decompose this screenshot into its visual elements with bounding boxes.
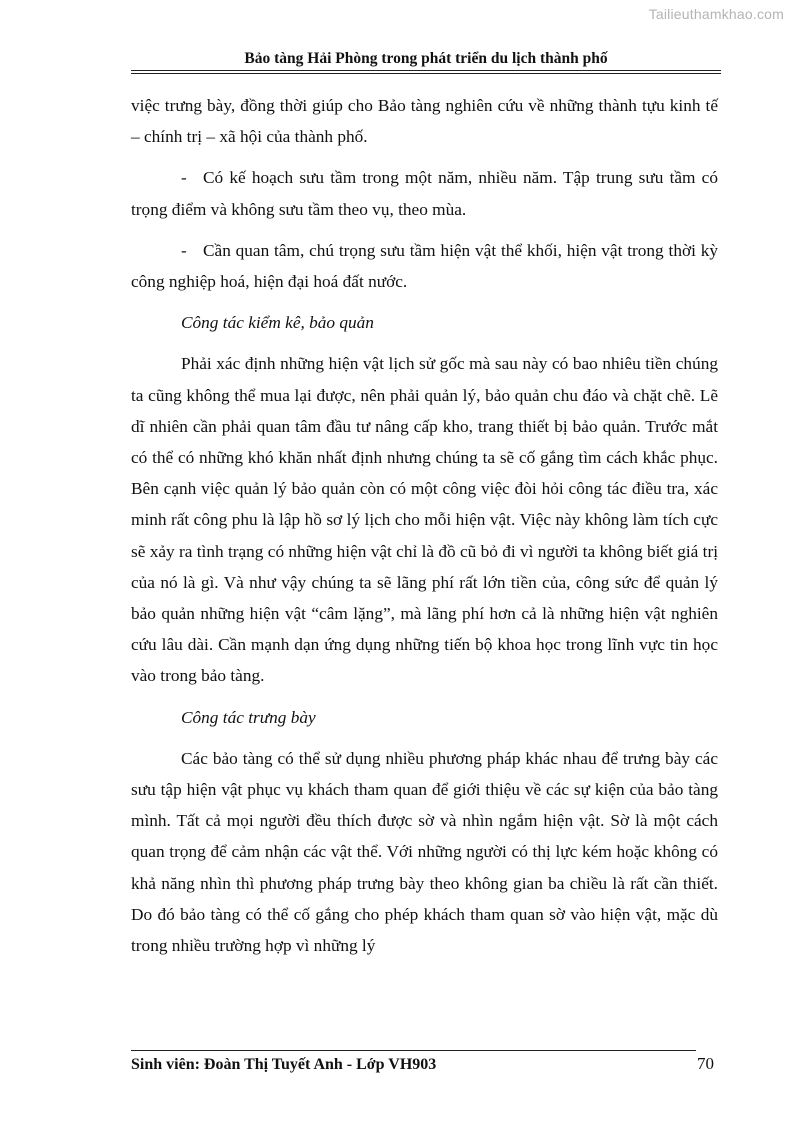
header-double-rule: [131, 70, 721, 74]
page-body: [131, 90, 718, 961]
bullet-dash: -: [181, 240, 187, 260]
page-number: 70: [697, 1054, 714, 1073]
watermark: Tailieuthamkhao.com: [648, 6, 784, 22]
paragraph-inventory: Phải xác định những hiện vật lịch sử gốc mà sau này có bao nhiêu tiền chúng ta cũng không thể mua lại được, nên phải quản lý, bảo quản chu đáo và chặt chẽ. Lẽ dĩ nhiên cần phải quan tâm đầu tư nâng cấp kho, trang thiết bị bảo quản. Trước mắt có thể có những khó khăn nhất định nhưng chúng ta sẽ cố gắng tìm cách khắc phục. Bên cạnh việc quản lý bảo quản còn có một công việc đòi hỏi công tác điều tra, xác minh rất công phu là lập hồ sơ lý lịch cho mỗi hiện vật. Việc này không làm tích cực sẽ xảy ra tình trạng có những hiện vật chỉ là đồ cũ bỏ đi vì người ta không biết giá trị của nó là gì. Và như vậy chúng ta sẽ lãng phí rất lớn tiền của, công sức để quản lý bảo quản những hiện vật “câm lặng”, mà lãng phí hơn cả là những hiện vật nghiên cứu lâu dài. Cần mạnh dạn ứng dụng những tiến bộ khoa học trong lĩnh vực tin học vào trong bảo tàng.: [131, 354, 718, 686]
paragraph-continuation: việc trưng bày, đồng thời giúp cho Bảo tàng nghiên cứu về những thành tựu kinh tế – chính trị – xã hội của thành phố.: [131, 96, 718, 147]
bullet-dash: -: [181, 168, 187, 188]
bullet-text: Cần quan tâm, chú trọng sưu tầm hiện vật thể khối, hiện vật trong thời kỳ công nghiệp hoá, hiện đại hoá đất nước.: [131, 240, 718, 292]
section-heading-inventory: Công tác kiểm kê, bảo quản: [181, 313, 374, 333]
running-header: Bảo tàng Hải Phòng trong phát triển du lịch thành phố: [244, 50, 608, 67]
bullet-text: Có kế hoạch sưu tầm trong một năm, nhiều năm. Tập trung sưu tầm có trọng điểm và không sưu tầm theo vụ, theo mùa.: [131, 168, 718, 219]
bullet-item: [131, 235, 718, 297]
footer-author: Sinh viên: Đoàn Thị Tuyết Anh - Lớp VH903: [131, 1056, 437, 1073]
bullet-item: [131, 162, 718, 224]
footer-rule: [131, 1050, 696, 1051]
section-heading-exhibition: Công tác trưng bày: [181, 707, 316, 727]
paragraph-exhibition: Các bảo tàng có thể sử dụng nhiều phương pháp khác nhau để trưng bày các sưu tập hiện vật phục vụ khách tham quan để giới thiệu về các sự kiện của bảo tàng mình. Tất cả mọi người đều thích được sờ và nhìn ngắm hiện vật. Sờ là một cách quan trọng để cảm nhận các vật thể. Với những người có thị lực kém hoặc không có khả năng nhìn thì phương pháp trưng bày theo không gian ba chiều là rất cần thiết. Do đó bảo tàng có thể cố gắng cho phép khách tham quan sờ vào hiện vật, mặc dù trong nhiều trường hợp vì những lý: [131, 748, 718, 956]
